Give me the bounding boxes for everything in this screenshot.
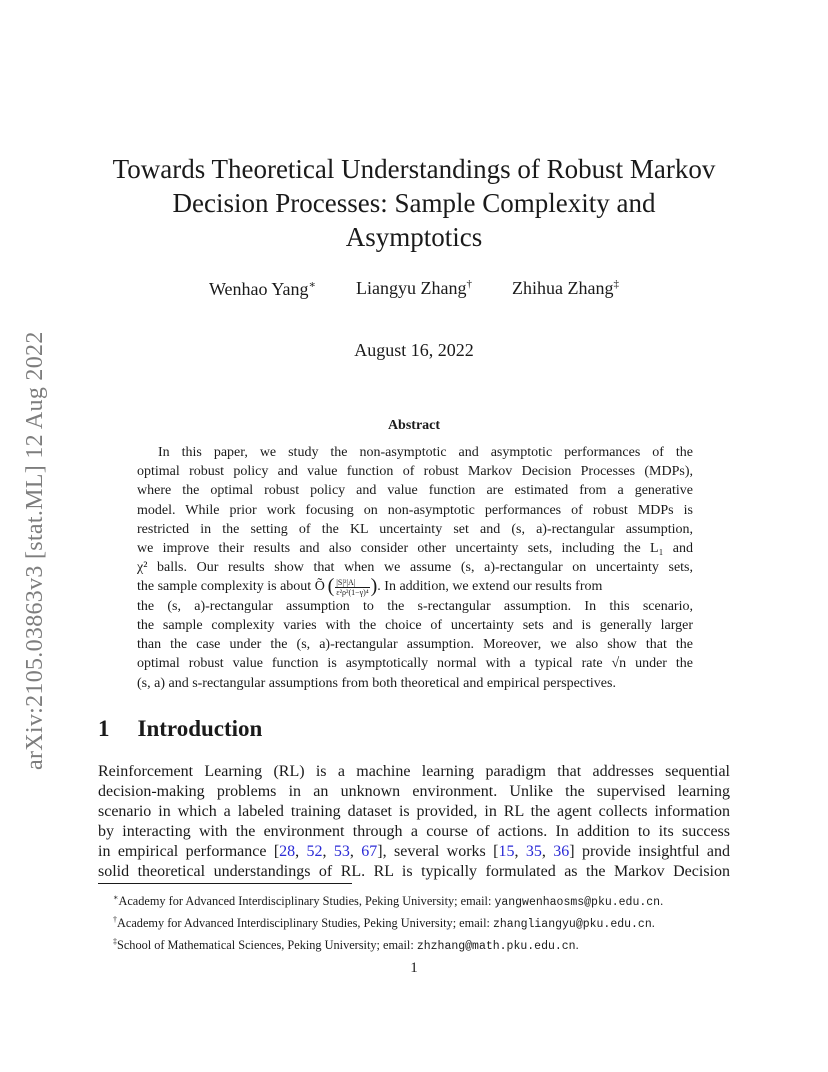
paper-title (90, 152, 738, 254)
email-address: zhzhang@math.pku.edu.cn (416, 940, 576, 954)
abstract-line: optimal robust policy and value function of robust Markov Decision Processes (MDPs), (137, 464, 693, 480)
title-line: Towards Theoretical Understandings of Robust Markov (112, 154, 716, 184)
footnote: †Academy for Advanced Interdisciplinary Studies, Peking University; email: zhangliangyu@pku.edu.cn. (113, 915, 655, 932)
abstract-body (137, 443, 693, 693)
abstract-heading: Abstract (387, 418, 441, 433)
abstract-line: optimal robust value function is asymptotically normal with a typical rate √n under the (137, 656, 693, 672)
body-line: Reinforcement Learning (RL) is a machine learning paradigm that addresses sequential (98, 763, 730, 780)
body-line: decision-making problems in an unknown environment. Unlike the supervised learning (98, 783, 730, 800)
body-line: solid theoretical understandings of RL. RL is typically formulated as the Markov Decision (98, 863, 730, 880)
email-address: yangwenhaosms@pku.edu.cn (494, 896, 661, 910)
citation-link[interactable]: 67 (361, 843, 378, 860)
citation-link[interactable]: 15 (498, 843, 515, 860)
section-heading (98, 716, 262, 742)
author: Liangyu Zhang† (356, 278, 473, 298)
email-address: zhangliangyu@pku.edu.cn (493, 918, 652, 932)
abstract-line: where the optimal robust policy and value function are estimated from a generative (137, 483, 693, 499)
complexity-symbol: Õ (314, 579, 325, 595)
section-number: 1 (98, 716, 110, 741)
introduction-body (98, 762, 730, 882)
citation-link[interactable]: 28 (279, 843, 296, 860)
body-line: scenario in which a labeled training dataset is provided, in RL the agent collects information (98, 803, 730, 820)
section-title: Introduction (137, 716, 263, 741)
publication-date: August 16, 2022 (354, 340, 474, 360)
footnotes (113, 889, 663, 955)
author: Wenhao Yang∗ (209, 279, 317, 299)
abstract-line: we improve their results and also consider other uncertainty sets, including the L₁ and (137, 541, 693, 557)
abstract-line: (s, a) and s-rectangular assumptions from both theoretical and empirical perspectives. (137, 675, 616, 691)
author-list (0, 278, 828, 300)
abstract-line: χ² balls. Our results show that when we assume (s, a)-rectangular on uncertainty sets, (137, 560, 693, 576)
arxiv-identifier: arXiv:2105.03863v3 [stat.ML] 12 Aug 2022 (22, 331, 48, 770)
abstract-line: restricted in the setting of the KL uncertainty set and (s, a)-rectangular assumption, (137, 521, 693, 537)
author: Zhihua Zhang‡ (512, 278, 619, 298)
abstract-line: the (s, a)-rectangular assumption to the s-rectangular assumption. In this scenario, (137, 598, 693, 614)
complexity-fraction: $\frac{\text{|S|²|A|}}{\text{ε²ρ²(1−γ)⁴}}$ (336, 577, 369, 597)
footnote: ∗Academy for Advanced Interdisciplinary Studies, Peking University; email: yangwenhaosms@pku.edu.cn. (113, 893, 664, 910)
citation-link[interactable]: 52 (306, 843, 323, 860)
citation-link[interactable]: 53 (333, 843, 350, 860)
footnote: ‡School of Mathematical Sciences, Peking University; email: zhzhang@math.pku.edu.cn. (113, 937, 579, 954)
abstract-line: In this paper, we study the non-asymptotic and asymptotic performances of the (158, 445, 693, 460)
citation-link[interactable]: 35 (525, 843, 542, 860)
body-line: by interacting with the environment through a course of actions. In addition to its success (98, 823, 730, 840)
citation-link[interactable]: 36 (553, 843, 570, 860)
abstract-line-complexity: the sample complexity is about Õ ( $\frac{\text{|S|²|A|}}{\text{ε²ρ²(1−γ)⁴}}$ ). In addition, we extend our results from (137, 575, 603, 598)
body-line: in empirical performance [28, 52, 53, 67], several works [15, 35, 36] provide insightful and (98, 843, 730, 860)
footnote-divider (98, 883, 352, 884)
page-number: 1 (410, 960, 418, 976)
title-line: Asymptotics (345, 222, 483, 252)
abstract-line: the sample complexity varies with the choice of uncertainty sets and is generally larger (137, 618, 693, 633)
title-line: Decision Processes: Sample Complexity and (172, 188, 656, 218)
abstract-line: model. While prior work focusing on non-asymptotic performances of robust MDPs is (137, 502, 693, 518)
abstract-line: than the case under the (s, a)-rectangular assumption. Moreover, we also show that the (137, 637, 693, 653)
